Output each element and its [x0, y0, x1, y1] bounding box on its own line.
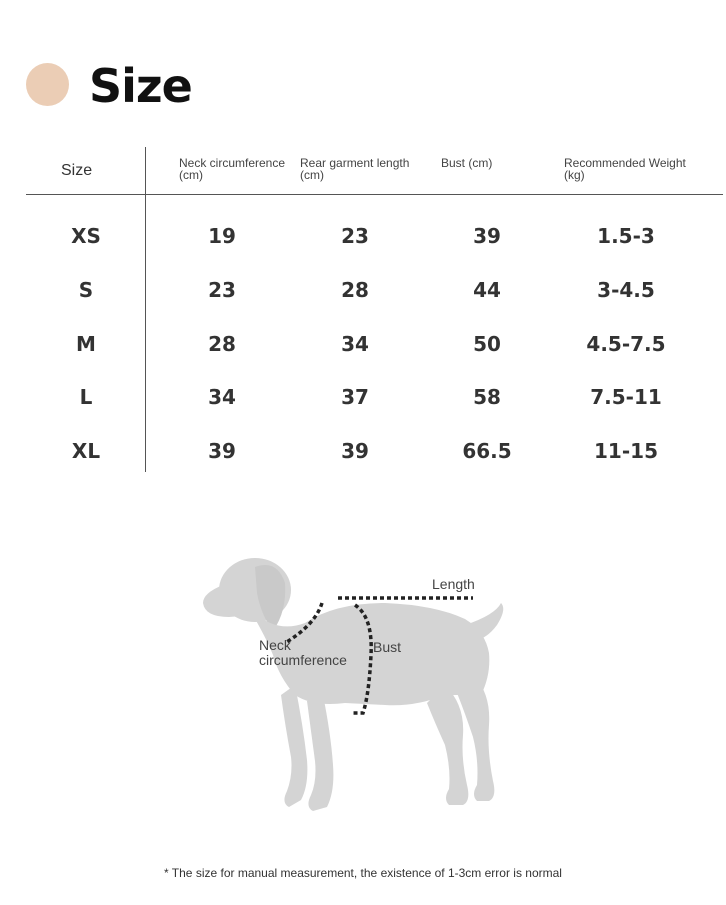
cell-size: S	[78, 278, 94, 302]
length-label: Length	[432, 576, 475, 592]
cell-weight: 1.5-3	[597, 224, 655, 248]
cell-size: L	[79, 385, 93, 409]
cell-bust: 44	[473, 278, 501, 302]
cell-length: 34	[341, 332, 369, 356]
table-vertical-divider	[145, 147, 146, 472]
cell-length: 37	[341, 385, 369, 409]
cell-length: 23	[341, 224, 369, 248]
neck-label: Neck circumference	[259, 637, 347, 668]
cell-size: XL	[71, 439, 101, 463]
cell-size: M	[76, 332, 96, 356]
cell-length: 39	[341, 439, 369, 463]
cell-weight: 3-4.5	[597, 278, 655, 302]
cell-neck: 34	[208, 385, 236, 409]
page-title: Size	[89, 59, 192, 113]
cell-length: 28	[341, 278, 369, 302]
cell-neck: 19	[208, 224, 236, 248]
header-size: Size	[61, 162, 93, 179]
cell-neck: 23	[208, 278, 236, 302]
header-length: Rear garment length (cm)	[300, 156, 410, 182]
cell-bust: 66.5	[462, 439, 512, 463]
bust-label: Bust	[373, 639, 402, 655]
cell-neck: 28	[208, 332, 236, 356]
footnote: * The size for manual measurement, the existence of 1-3cm error is normal	[164, 866, 562, 880]
table-header-divider	[26, 194, 723, 195]
header-neck: Neck circumference (cm)	[179, 156, 286, 182]
cell-weight: 7.5-11	[590, 385, 662, 409]
cell-neck: 39	[208, 439, 236, 463]
cell-weight: 11-15	[594, 439, 658, 463]
title-accent-dot	[26, 63, 69, 106]
header-bust: Bust (cm)	[441, 156, 493, 170]
cell-weight: 4.5-7.5	[586, 332, 666, 356]
cell-bust: 58	[473, 385, 501, 409]
cell-bust: 50	[473, 332, 501, 356]
cell-size: XS	[71, 224, 101, 248]
cell-bust: 39	[473, 224, 501, 248]
header-weight: Recommended Weight (kg)	[564, 156, 686, 182]
